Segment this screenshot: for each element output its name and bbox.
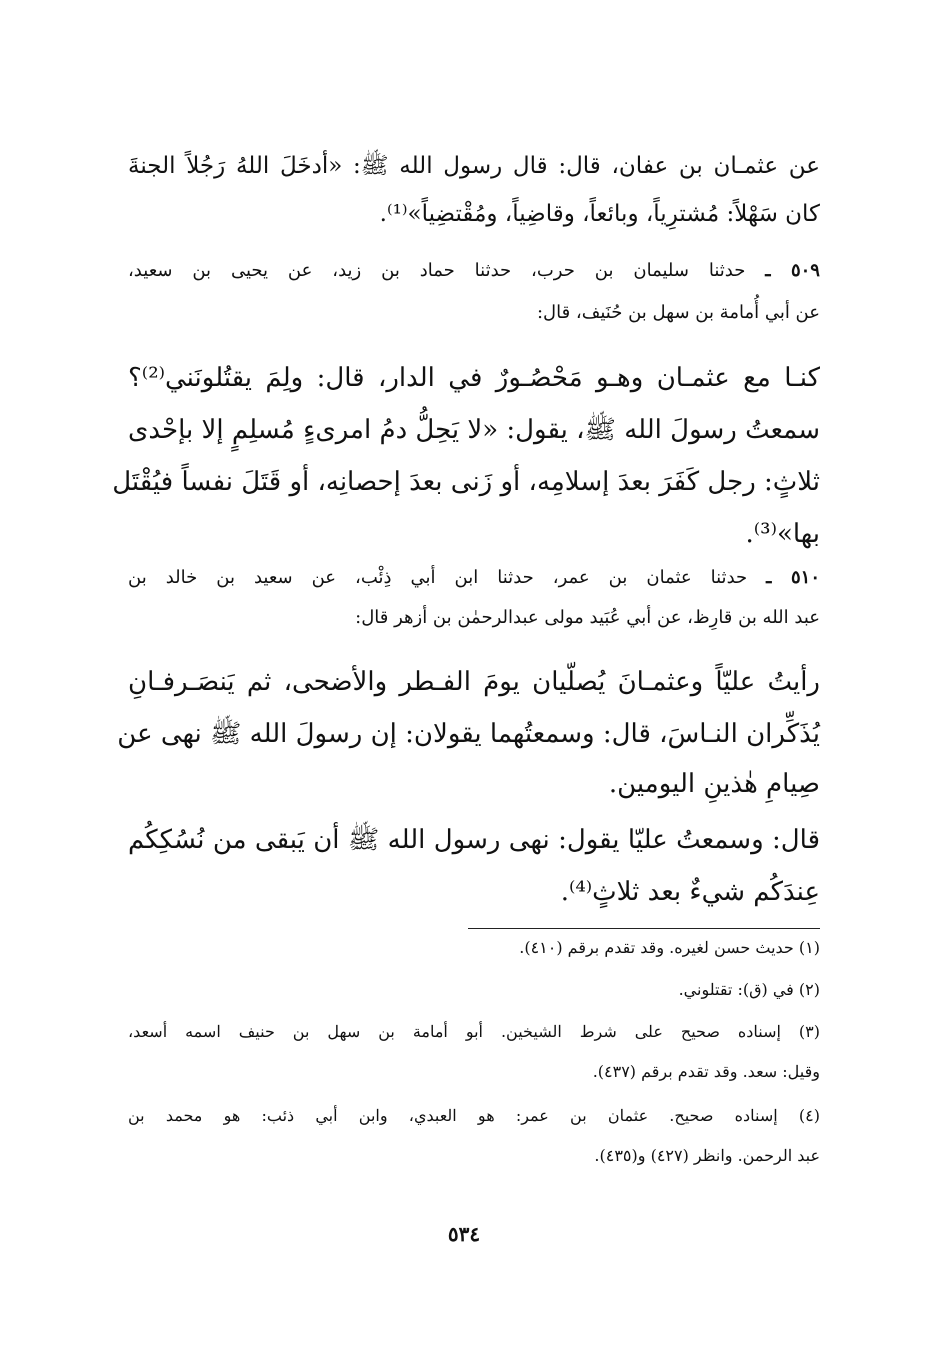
page-number: ٥٣٤ <box>447 1222 481 1246</box>
matn-line: عِندَكُم شيءٌ بعد ثلاثٍ⁽⁴⁾. <box>560 877 820 907</box>
footnote: عبد الرحمن. وانظر (٤٢٧) و(٤٣٥). <box>594 1146 820 1165</box>
matn-line: كنـا مع عثمـان وهـو مَحْصُـورٌ في الدار، قال: ولِمَ يقتُلونَني⁽²⁾؟ <box>128 363 820 393</box>
hadith-number: ٥١٠ ـ <box>766 567 820 588</box>
matn-line: صِيامِ هٰذينِ اليومين. <box>608 769 820 799</box>
footnote: (٤) إسناده صحيح. عثمان بن عمر: هو العبدي، وابن أبي ذئب: هو محمد بن <box>128 1106 820 1125</box>
matn-line: رأيتُ عليّاً وعثمـانَ يُصلّيان يومَ الفـطر والأضحى، ثم يَنصَـرفـانِ <box>128 667 820 697</box>
matn-line: بها»⁽³⁾. <box>745 519 820 549</box>
hadith-line: عن عثمـان بن عفان، قال: قال رسول الله ﷺ: «أدخَلَ اللهُ رَجُلاً الجنةَ <box>128 153 820 179</box>
footnote: وقيل: سعد. وقد تقدم برقم (٤٣٧). <box>592 1062 820 1081</box>
footnote: (٣) إسناده صحيح على شرط الشيخين. أبو أمامة بن سهل بن حنيف اسمه أسعد، <box>128 1022 820 1041</box>
hadith-number: ٥٠٩ ـ <box>765 260 820 281</box>
matn-line: يُذَكِّران النـاسَ، قال: وسمعتُهما يقولان: إن رسولَ الله ﷺ نهى عن <box>117 719 820 749</box>
matn-line: سمعتُ رسولَ الله ﷺ، يقول: «لا يَحِلُّ دمُ امرىءٍ مُسلِمٍ إلا بإحْدى <box>128 415 820 445</box>
isnad-text: حدثنا عثمان بن عمر، حدثنا ابن أبي ذِئْب، عن سعيد بن خالد بن <box>128 567 748 588</box>
isnad-line <box>128 253 820 289</box>
isnad-line <box>128 560 820 596</box>
footnote-separator <box>468 928 820 929</box>
isnad-line: عبد الله بن قارِظ، عن أبي عُبَيد مولى عبدالرحمٰن بن أزهر قال: <box>355 607 820 628</box>
isnad-line: عن أبي أُمامة بن سهل بن حُنَيف، قال: <box>536 302 820 323</box>
book-page <box>112 0 820 1347</box>
footnote: (١) حديث حسن لغيره. وقد تقدم برقم (٤١٠). <box>519 938 820 957</box>
matn-line: ثلاثٍ: رجل كَفَرَ بعدَ إسلامِه، أو زَنى بعدَ إحصانِه، أو قَتَلَ نفساً فيُقْتَل <box>112 467 820 497</box>
matn-line: قال: وسمعتُ عليّا يقول: نهى رسول الله ﷺ أن يَبقى من نُسُكِكُم <box>128 825 820 855</box>
hadith-line: كان سَهْلاً: مُشترِياً، وبائعاً، وقاضِياً، ومُقْتضِياً»⁽¹⁾. <box>379 201 820 227</box>
isnad-text: حدثنا سليمان بن حرب، حدثنا حماد بن زيد، عن يحيى بن سعيد، <box>128 260 746 281</box>
footnote: (٢) في (ق): تقتلوني. <box>678 980 820 999</box>
